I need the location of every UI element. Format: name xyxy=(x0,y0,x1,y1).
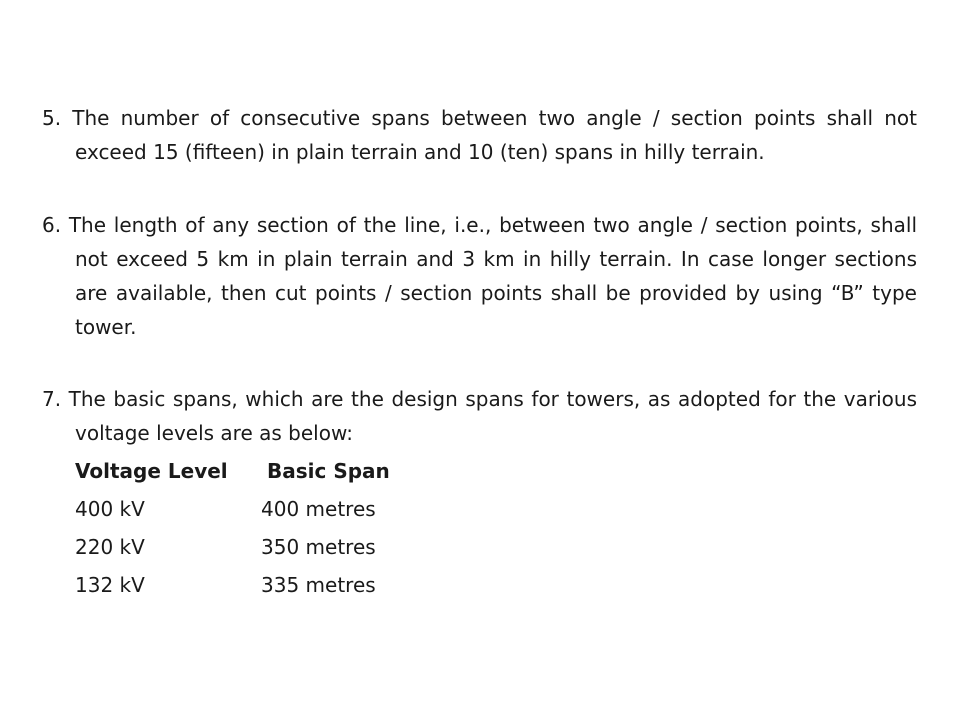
header-basic-span: Basic Span xyxy=(267,459,390,483)
table-row xyxy=(75,566,467,604)
voltage-cell: 220 kV xyxy=(75,535,145,559)
voltage-cell: 400 kV xyxy=(75,497,145,521)
paragraph-item-5: 5. The number of consecutive spans between two angle / section points shall not exceed 15 (fifteen) in plain terrain and 10 (ten) spans in hilly terrain. xyxy=(42,106,917,164)
table-header-row xyxy=(75,452,467,490)
paragraph-item-6: 6. The length of any section of the line, i.e., between two angle / section points, shall not exceed 5 km in plain terrain and 3 km in hilly terrain. In case longer sections are available, then cut points / section points shall be provided by using “B” type tower. xyxy=(42,213,917,339)
basic-span-table xyxy=(75,452,467,604)
table-row xyxy=(75,528,467,566)
paragraph-item-7: 7. The basic spans, which are the design spans for towers, as adopted for the various voltage levels are as below: xyxy=(42,387,917,445)
span-cell: 350 metres xyxy=(261,535,376,559)
span-cell: 400 metres xyxy=(261,497,376,521)
header-voltage-level: Voltage Level xyxy=(75,459,228,483)
voltage-cell: 132 kV xyxy=(75,573,145,597)
span-cell: 335 metres xyxy=(261,573,376,597)
table-row xyxy=(75,490,467,528)
